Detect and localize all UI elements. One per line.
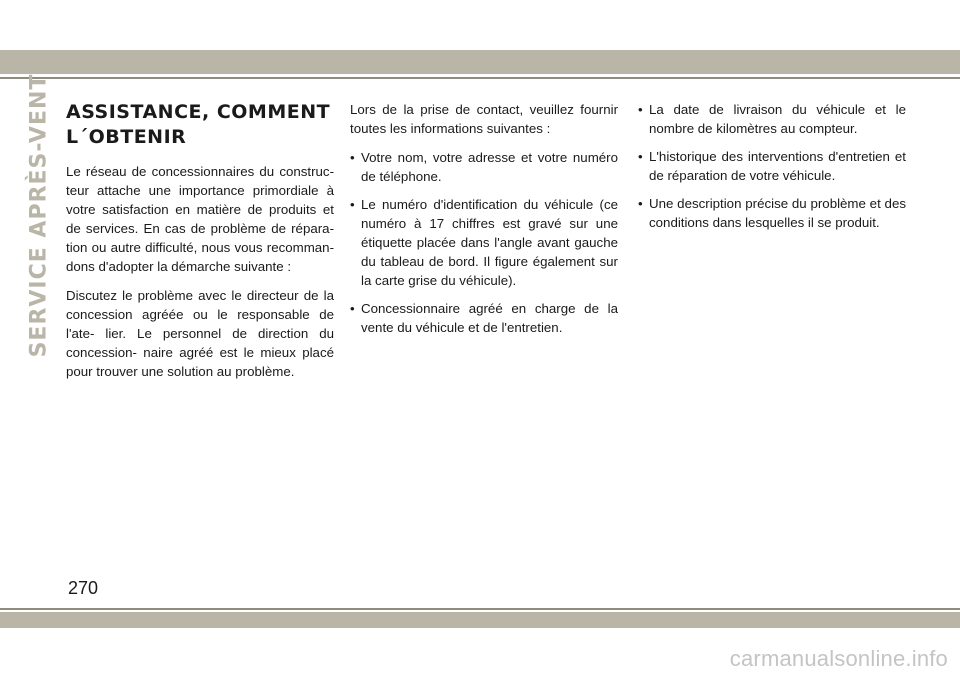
info-list-continued bbox=[638, 100, 906, 232]
footer-rule bbox=[0, 608, 960, 610]
page-number: 270 bbox=[68, 578, 99, 598]
list-item: • Votre nom, votre adresse et votre numéro de téléphone. bbox=[350, 148, 618, 186]
watermark: carmanualsonline.info bbox=[729, 646, 948, 671]
section-tab-label: SERVICE APRÈS-VENTE bbox=[26, 57, 52, 357]
footer-band bbox=[0, 612, 960, 628]
list-item: • La date de livraison du véhicule et le nombre de kilomètres au compteur. bbox=[638, 100, 906, 138]
list-item: • L'historique des interventions d'entretien et de réparation de votre véhicule. bbox=[638, 147, 906, 185]
header-band bbox=[0, 50, 960, 74]
list-item: • Le numéro d'identification du véhicule (ce numéro à 17 chiffres est gravé sur une étiquette placée dans l'angle avant gauche du tableau de bord. Il figure également sur la carte grise du véhicule). bbox=[350, 195, 618, 290]
column-1 bbox=[66, 100, 334, 391]
advice-paragraph: Discutez le problème avec le directeur de la concession agréée ou le responsable de l'ate- lier. Le personnel de direction du concession- naire agréé est le mieux placé pour trouver une solution au problème. bbox=[66, 288, 334, 379]
section-tab bbox=[22, 57, 56, 357]
header-rule bbox=[0, 77, 960, 79]
info-list bbox=[350, 148, 618, 337]
list-item: • Une description précise du problème et des conditions dans lesquelles il se produit. bbox=[638, 194, 906, 232]
column-3 bbox=[638, 100, 906, 241]
column-2 bbox=[350, 100, 618, 346]
intro-paragraph: Le réseau de concessionnaires du construc- teur attache une importance primordiale à votre satisfaction en matière de produits et de services. En cas de problème de répara- tion ou autre difficulté, nous vous recomman- dons d'adopter la démarche suivante : bbox=[66, 164, 334, 274]
list-item: • Concessionnaire agréé en charge de la vente du véhicule et de l'entretien. bbox=[350, 299, 618, 337]
page-title: ASSISTANCE, COMMENT L´OBTENIR bbox=[66, 101, 331, 148]
info-intro: Lors de la prise de contact, veuillez fournir toutes les informations suivantes : bbox=[350, 102, 618, 136]
